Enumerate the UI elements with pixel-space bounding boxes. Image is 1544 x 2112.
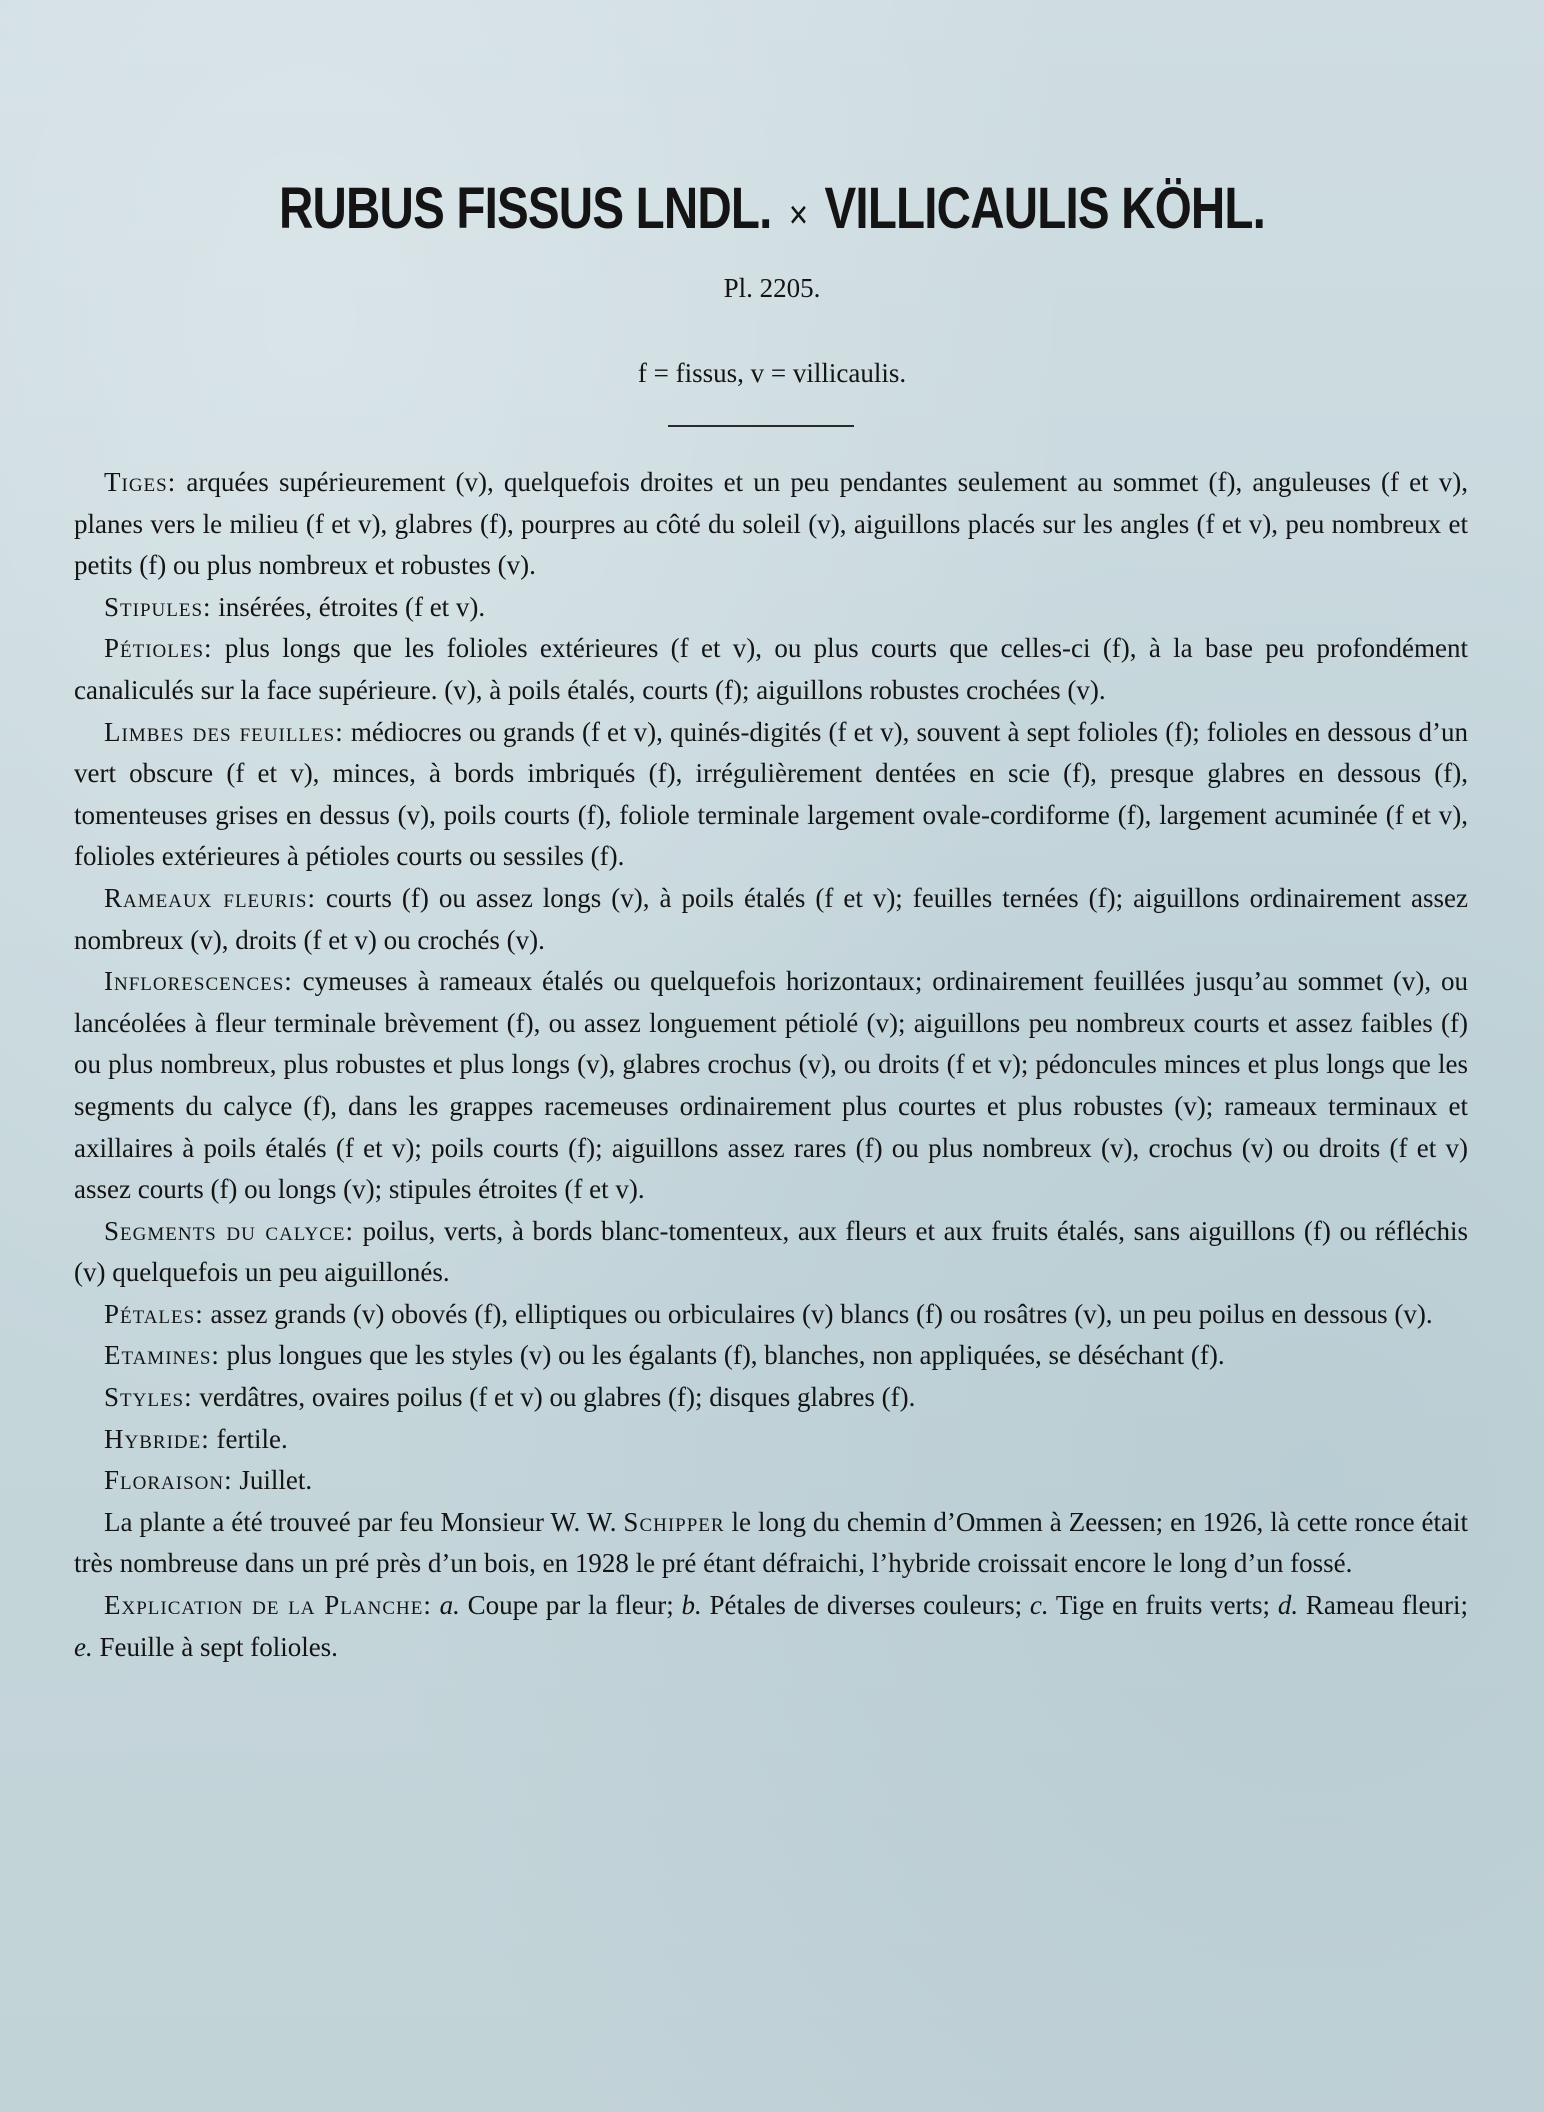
- note-text-before: La plante a été trouveé par feu Monsieur W. W.: [104, 1506, 624, 1537]
- divider-rule: [668, 425, 854, 427]
- figure-key-e: e.: [74, 1631, 93, 1662]
- figure-text-b: Pétales de diverses couleurs;: [701, 1590, 1030, 1621]
- section-text: verdâtres, ovaires poilus (f et v) ou glabres (f); disques glabres (f).: [192, 1382, 916, 1413]
- section-text: courts (f) ou assez longs (v), à poils étalés (f et v); feuilles ternées (f); aiguillons ordinairement assez nombreux (v), droits (f et v) ou crochés (v).: [74, 882, 1468, 955]
- section-label: Etamines:: [104, 1340, 220, 1371]
- section-label: Explication de la Planche:: [104, 1590, 432, 1621]
- figure-key-b: b.: [681, 1590, 702, 1621]
- note-text-after: le long du chemin d’Ommen à Zeessen; en 1926, là cette ronce était très nombreuse dans un pré près d’un bois, en 1928 le pré étant défraichi, l’hybride croissait encore le long d’un fossé.: [74, 1506, 1469, 1579]
- section-label: Pétioles:: [104, 633, 213, 664]
- figure-text-d: Rameau fleuri;: [1298, 1590, 1468, 1621]
- section-text: cymeuses à rameaux étalés ou quelquefois horizontaux; ordinairement feuillées jusqu’au sommet (v), ou lancéolées à fleur terminale brèvement (f), ou assez longuement pétiolé (v); aiguillons peu nombreux courts et assez faibles (f) ou plus nombreux, plus robustes et plus longs (v), glabres crochus (v), ou droits (f et v); pédoncules minces et plus longs que les segments du calyce (f), dans les grappes racemeuses ordinairement plus courtes et plus robustes (v); rameaux terminaux et axillaires à poils étalés (f et v); poils courts (f); aiguillons assez rares (f) ou plus nombreux (v), crochus (v) ou droits (f et v) assez courts (f) ou longs (v); stipules étroites (f et v).: [74, 966, 1468, 1205]
- section-label: Styles:: [104, 1382, 193, 1413]
- section-explication: [74, 1585, 1468, 1668]
- section-text: médiocres ou grands (f et v), quinés-digités (f et v), souvent à sept folioles (f); folioles en dessous d’un vert obscure (f et v), minces, à bords imbriqués (f), irrégulièrement dentées en scie (f), presque glabres en dessous (f), tomenteuses grises en dessus (v), poils courts (f), foliole terminale largement ovale-cordiforme (f), largement acuminée (f et v), folioles extérieures à pétioles courts ou sessiles (f).: [74, 716, 1469, 872]
- section-label: Floraison:: [104, 1465, 233, 1496]
- section-label: Rameaux fleuris:: [104, 882, 316, 913]
- section-floraison: [74, 1460, 1468, 1502]
- figure-text-c: Tige en fruits verts;: [1048, 1590, 1278, 1621]
- section-petales: [74, 1294, 1468, 1336]
- section-label: Inflorescences:: [104, 966, 293, 997]
- section-rameaux: [74, 878, 1468, 961]
- section-tiges: [74, 462, 1468, 587]
- title-right: VILLICAULIS KÖHL.: [824, 176, 1266, 241]
- section-label: Tiges:: [104, 467, 177, 497]
- description-body: [74, 462, 1468, 1668]
- section-label: Pétales:: [104, 1298, 204, 1329]
- section-text: plus longues que les styles (v) ou les égalants (f), blanches, non appliquées, se déséchant (f).: [219, 1340, 1225, 1371]
- page-title: [139, 175, 1405, 242]
- plate-number: Pl. 2205.: [723, 273, 821, 303]
- abbreviation-legend: f = fissus, v = villicaulis.: [637, 358, 907, 388]
- section-text: fertile.: [209, 1423, 288, 1454]
- section-text: plus longs que les folioles extérieures (f et v), ou plus courts que celles-ci (f), à la base peu profondément canaliculés sur la face supérieure. (v), à poils étalés, courts (f); aiguillons robustes crochées (v).: [74, 633, 1468, 705]
- figure-key-c: c.: [1029, 1590, 1049, 1621]
- section-text: assez grands (v) obovés (f), elliptiques ou orbiculaires (v) blancs (f) ou rosâtres (v), un peu poilus en dessous (v).: [203, 1298, 1433, 1329]
- section-label: Limbes des feuilles:: [104, 716, 344, 747]
- section-limbes: [74, 712, 1468, 878]
- section-inflorescences: [74, 961, 1468, 1211]
- section-hybride: [74, 1419, 1468, 1461]
- section-text: arquées supérieurement (v), quelquefois droites et un peu pendantes seulement au sommet (f), anguleuses (f et v), planes vers le milieu (f et v), glabres (f), pourpres au côté du soleil (v), aiguillons placés sur les angles (f et v), peu nombreux et petits (f) ou plus nombreux et robustes (v).: [74, 467, 1468, 581]
- section-label: Segments du calyce:: [104, 1215, 355, 1246]
- figure-text-a: Coupe par la fleur;: [459, 1590, 682, 1621]
- figure-key-d: d.: [1277, 1590, 1299, 1621]
- hybrid-cross-symbol: ×: [788, 193, 808, 237]
- title-left: RUBUS FISSUS LNDL.: [278, 176, 772, 241]
- figure-text-e: Feuille à sept folioles.: [92, 1631, 338, 1662]
- section-text: Juillet.: [232, 1465, 313, 1496]
- section-petioles: [74, 628, 1468, 711]
- section-segments: [74, 1211, 1468, 1294]
- section-stipules: [74, 587, 1468, 629]
- section-text: poilus, verts, à bords blanc-tomenteux, aux fleurs et aux fruits étalés, sans aiguillons (f) ou réfléchis (v) quelquefois un peu aiguillonés.: [74, 1215, 1468, 1288]
- section-text: insérées, étroites (f et v).: [211, 591, 486, 622]
- section-etamines: [74, 1335, 1468, 1377]
- figure-key-a: a.: [439, 1590, 460, 1621]
- section-styles: [74, 1377, 1468, 1419]
- section-label: Stipules:: [104, 591, 212, 622]
- collector-name: Schipper: [623, 1506, 725, 1537]
- section-note: [74, 1502, 1468, 1585]
- section-label: Hybride:: [104, 1423, 210, 1454]
